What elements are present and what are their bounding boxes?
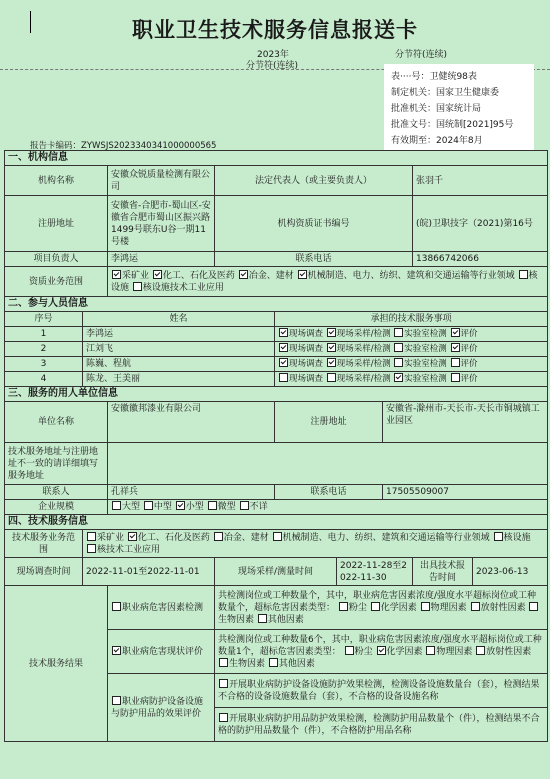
checkbox-survey[interactable] — [279, 343, 288, 352]
col-no-header: 序号 — [5, 312, 83, 327]
section-3-header: 三、服务的用人单位信息 — [5, 387, 548, 402]
unit-name-label: 单位名称 — [5, 402, 108, 443]
unit-name-value: 安徽徽邦漆业有限公司 — [108, 402, 275, 443]
section-4-header: 四、技术服务信息 — [5, 515, 548, 530]
report-time-label: 出具技术报告时间 — [413, 558, 473, 586]
checkbox-r2-chemical[interactable] — [377, 646, 386, 655]
checkbox-survey[interactable] — [279, 373, 288, 382]
scope-opt-1: 化工、石化及医药 — [152, 271, 235, 281]
staff-name: 李鸿运 — [83, 327, 275, 342]
checkbox-domain-metallurgy[interactable] — [214, 532, 223, 541]
checkbox-r1-other[interactable] — [258, 614, 267, 623]
staff-name: 江刘飞 — [83, 342, 275, 357]
unit-reg-addr-label: 注册地址 — [275, 402, 383, 443]
sampling-time-value: 2022-11-28至2022-11-30 — [337, 558, 413, 586]
contact-label: 联系人 — [5, 485, 108, 500]
unit-phone-label: 联系电话 — [275, 485, 383, 500]
staff-no: 3 — [5, 357, 83, 372]
checkbox-large[interactable] — [112, 501, 121, 510]
org-name-label: 机构名称 — [5, 166, 108, 196]
service-addr-label: 技术服务地址与注册地址不一致的请详细填写服务地址 — [5, 443, 108, 485]
col-items-header: 承担的技术服务事项 — [275, 312, 548, 327]
checkbox-evaluation[interactable] — [451, 358, 460, 367]
checkbox-r1-biological[interactable] — [529, 602, 538, 611]
survey-time-label: 现场调查时间 — [5, 558, 83, 586]
checkbox-r2-biological[interactable] — [219, 658, 228, 667]
checkbox-r3b[interactable] — [219, 713, 228, 722]
legal-rep-label: 法定代表人（或主要负责人） — [215, 166, 413, 196]
org-reg-addr-label: 注册地址 — [5, 196, 108, 252]
r1-label-cell: 职业病危害因素检测 — [108, 586, 215, 630]
survey-time-value: 2022-11-01至2022-11-01 — [83, 558, 215, 586]
checkbox-unknown[interactable] — [240, 501, 249, 510]
checkbox-sampling[interactable] — [327, 373, 336, 382]
r1-detail: 共检测岗位或工种数量个，其中，职业病危害因素浓度/强度水平超标岗位或工种数量个，超标危害因素类型： 粉尘 化学因素 物理因素 放射性因素 生物因素 其他因素 — [215, 586, 548, 630]
staff-no: 1 — [5, 327, 83, 342]
staff-row — [5, 327, 548, 342]
checkbox-lab[interactable] — [394, 343, 403, 352]
checkbox-evaluation[interactable] — [451, 328, 460, 337]
checkbox-domain-chemical[interactable] — [128, 532, 137, 541]
scope-opt-3: 机械制造、电力、纺织、建筑和交通运输等行业领域 — [297, 271, 515, 281]
results-label: 技术服务结果 — [5, 586, 108, 742]
staff-row — [5, 357, 548, 372]
checkbox-micro[interactable] — [208, 501, 217, 510]
r3a-detail: 开展职业病防护设备设施防护效果检测，检测设备设施数量台（套），检测结果不合格的设备设施数量台（套），不合格的设备设施名称 — [215, 674, 548, 708]
checkbox-metallurgy[interactable] — [239, 270, 248, 279]
col-name-header: 姓名 — [83, 312, 275, 327]
cert-value: (皖)卫职技字（2021)第16号 — [413, 196, 548, 252]
pm-value: 李鸿运 — [108, 252, 215, 267]
staff-row — [5, 372, 548, 387]
checkbox-sampling[interactable] — [327, 343, 336, 352]
scope-opt-5: 核设施技术工业应用 — [132, 283, 224, 293]
checkbox-small[interactable] — [176, 501, 185, 510]
unit-phone-value: 17505509007 — [383, 485, 548, 500]
checkbox-r1-radioactive[interactable] — [471, 602, 480, 611]
checkbox-r2-radioactive[interactable] — [476, 646, 485, 655]
section-break-label: 分节符(连续) — [395, 50, 448, 60]
section-2-header: 二、参与人员信息 — [5, 297, 548, 312]
checkbox-evaluation[interactable] — [451, 373, 460, 382]
form-number: 表····号：卫健统98表 — [391, 72, 477, 82]
checkbox-r1-physical[interactable] — [421, 602, 430, 611]
report-time-value: 2023-06-13 — [473, 558, 548, 586]
staff-items: 现场调查 现场采样/检测 实验室检测 评价 — [275, 357, 548, 372]
checkbox-r1-chemical[interactable] — [371, 602, 380, 611]
checkbox-nuclear[interactable] — [519, 270, 528, 279]
r2-label-cell: 职业病危害现状评价 — [108, 630, 215, 674]
checkbox-sampling[interactable] — [327, 328, 336, 337]
scope-options — [108, 267, 548, 297]
domain-label: 技术服务业务范围 — [5, 530, 83, 558]
staff-no: 4 — [5, 372, 83, 387]
contact-value: 孔祥兵 — [108, 485, 275, 500]
report-card-code: 报告卡编码：ZYWSJS2023340341000000565 — [30, 141, 217, 151]
r3b-detail: 开展职业病防护用品防护效果检测，检测防护用品数量个（件），检测结果不合格的防护用品数量个（件），不合格防护用品名称 — [215, 708, 548, 742]
checkbox-lab[interactable] — [394, 373, 403, 382]
scope-opt-0: 采矿业 — [111, 271, 149, 281]
page-title: 职业卫生技术服务信息报送卡 — [132, 17, 418, 42]
org-phone-label: 联系电话 — [215, 252, 413, 267]
checkbox-lab[interactable] — [394, 328, 403, 337]
cert-label: 机构资质证书编号 — [215, 196, 413, 252]
form-info-box — [384, 64, 534, 150]
checkbox-mining[interactable] — [112, 270, 121, 279]
org-phone-value: 13866742066 — [413, 252, 548, 267]
checkbox-nuclear-tech[interactable] — [133, 282, 142, 291]
issuing-authority: 制定机关：国家卫生健康委 — [391, 88, 500, 98]
staff-items: 现场调查 现场采样/检测 实验室检测 评价 — [275, 327, 548, 342]
service-addr-value[interactable] — [108, 443, 548, 485]
r2-detail: 共检测岗位或工种数量6个，其中，职业病危害因素浓度/强度水平超标岗位或工种数量1个，超标危害因素类型： 粉尘 化学因素 物理因素 放射性因素 生物因素 其他因素 — [215, 630, 548, 674]
checkbox-lab[interactable] — [394, 358, 403, 367]
staff-no: 2 — [5, 342, 83, 357]
scope-label: 资质业务范围 — [5, 267, 108, 297]
report-form-table — [4, 150, 548, 742]
staff-name: 陈巍、程航 — [83, 357, 275, 372]
section-1-header: 一、机构信息 — [5, 151, 548, 166]
checkbox-sampling[interactable] — [327, 358, 336, 367]
r3-label-cell: 职业病防护设备设施与防护用品的效果评价 — [108, 674, 215, 742]
checkbox-chemical[interactable] — [153, 270, 162, 279]
checkbox-evaluation[interactable] — [451, 343, 460, 352]
domain-options: 采矿业 化工、石化及医药 冶金、建材 机械制造、电力、纺织、建筑和交通运输等行业领域 核设施 核技术工业应用 — [83, 530, 548, 558]
checkbox-survey[interactable] — [279, 358, 288, 367]
legal-rep-value: 张羽千 — [413, 166, 548, 196]
scope-opt-4: 核设施 — [111, 270, 538, 293]
valid-until: 有效期至：2024年8月 — [391, 136, 483, 146]
staff-items: 现场调查 现场采样/检测 实验室检测 评价 — [275, 342, 548, 357]
approval-number: 批准文号：国统制[2021]95号 — [391, 120, 514, 130]
checkbox-r2-other[interactable] — [269, 658, 278, 667]
checkbox-r1[interactable] — [112, 602, 121, 611]
sampling-time-label: 现场采样/测量时间 — [215, 558, 337, 586]
checkbox-domain-mining[interactable] — [87, 532, 96, 541]
checkbox-survey[interactable] — [279, 328, 288, 337]
checkbox-r2-dust[interactable] — [345, 646, 354, 655]
pm-label: 项目负责人 — [5, 252, 108, 267]
checkbox-manufacturing[interactable] — [298, 270, 307, 279]
checkbox-r3a[interactable] — [219, 679, 228, 688]
checkbox-r2-physical[interactable] — [426, 646, 435, 655]
approving-authority: 批准机关：国家统计局 — [391, 104, 482, 114]
size-options: 大型 中型 小型 微型 不详 — [108, 500, 548, 515]
staff-items: 现场调查 现场采样/检测 实验室检测 评价 — [275, 372, 548, 387]
checkbox-domain-nuclear[interactable] — [494, 532, 503, 541]
checkbox-medium[interactable] — [144, 501, 153, 510]
staff-name: 陈龙、王美丽 — [83, 372, 275, 387]
scope-opt-2: 冶金、建材 — [238, 271, 294, 281]
size-label: 企业规模 — [5, 500, 108, 515]
staff-row — [5, 342, 548, 357]
org-name-value: 安徽众锐质量检测有限公司 — [108, 166, 215, 196]
year-line: 2023年 — [257, 50, 289, 60]
checkbox-r2[interactable] — [112, 646, 121, 655]
section-break-sub: 分节符(连续) — [246, 61, 299, 71]
checkbox-domain-manufacturing[interactable] — [273, 532, 282, 541]
checkbox-domain-nuclear-tech[interactable] — [87, 544, 96, 553]
checkbox-r1-dust[interactable] — [339, 602, 348, 611]
org-reg-addr-value: 安徽省-合肥市-蜀山区-安徽省合肥市蜀山区振兴路1499号联东U谷一期11号楼 — [108, 196, 215, 252]
checkbox-r3[interactable] — [112, 696, 121, 705]
unit-reg-addr-value: 安徽省-滁州市-天长市-天长市铜城镇工业园区 — [383, 402, 548, 443]
